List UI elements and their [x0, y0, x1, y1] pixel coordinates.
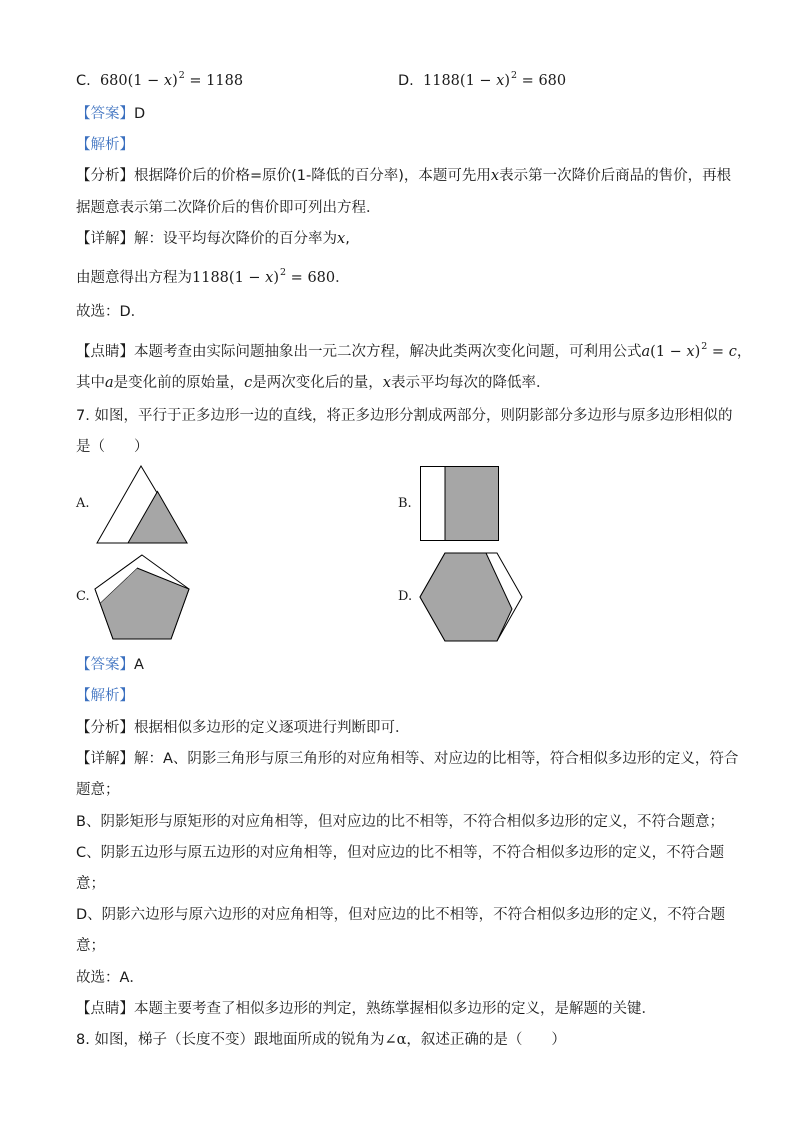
q6-answer: 【答案】D [76, 106, 146, 122]
figure-d-hexagon [418, 551, 524, 643]
q6-detail: 【详解】解：设平均每次降价的百分率为x, [76, 231, 350, 247]
q7-dianjing: 【点睛】本题主要考查了相似多边形的判定，熟练掌握相似多边形的定义，是解题的关键． [76, 1001, 656, 1017]
q7-detail-d-cont: 意； [76, 938, 105, 954]
q7-detail-d: D、阴影六边形与原六边形的对应角相等，但对应边的比不相等，不符合相似多边形的定义，不符合题 [76, 907, 726, 923]
q6-dianjing: 【点睛】本题考查由实际问题抽象出一元二次方程，解决此类两次变化问题，可利用公式$a(1 - x)^2 = c$， [76, 341, 752, 360]
option-d: D. $1188(1 - x)^2 = 680$ [398, 70, 567, 89]
answer-tag: 【答案】 [76, 657, 134, 673]
fig-label-b: B. [398, 496, 412, 511]
q7-detail-c: C、阴影五边形与原五边形的对应角相等，但对应边的比不相等，不符合相似多边形的定义，不符合题 [76, 845, 725, 861]
q7-choose: 故选：A． [76, 970, 144, 986]
figure-c-pentagon [92, 553, 192, 641]
answer-tag: 【答案】 [76, 106, 134, 122]
q7-answer: 【答案】A [76, 657, 144, 673]
fig-label-a: A. [76, 496, 90, 511]
figure-a-triangle [94, 464, 190, 546]
fig-label-c: C. [76, 589, 90, 604]
q7-detail-a-cont: 题意； [76, 782, 120, 798]
option-c: C. $680(1 - x)^2 = 1188$ [76, 70, 244, 89]
q7-fenxi: 【分析】根据相似多边形的定义逐项进行判断即可． [76, 720, 410, 736]
fig-label-d: D. [398, 589, 413, 604]
q6-fenxi: 【分析】根据降价后的价格=原价(1-降低的百分率)，本题可先用x表示第一次降价后商品的售价，再根 [76, 168, 732, 184]
q7-analysis-tag: 【解析】 [76, 688, 134, 704]
q7-detail-c-cont: 意； [76, 876, 105, 892]
q8-stem: 8. 如图，梯子（长度不变）跟地面所成的锐角为∠α，叙述正确的是（ ） [76, 1032, 566, 1048]
q7-detail-a: 【详解】解：A、阴影三角形与原三角形的对应角相等、对应边的比相等，符合相似多边形的定义，符合 [76, 751, 739, 767]
q6-equation: 由题意得出方程为$1188(1 - x)^2 = 680$． [76, 267, 350, 286]
q7-stem: 7. 如图，平行于正多边形一边的直线，将正多边形分割成两部分，则阴影部分多边形与原多边形相似的 [76, 408, 733, 424]
q6-choose: 故选：D． [76, 304, 146, 320]
q6-analysis-tag: 【解析】 [76, 137, 134, 153]
q6-dianjing-cont: 其中a是变化前的原始量，c是两次变化后的量，x表示平均每次的降低率． [76, 375, 551, 391]
figure-b-rectangle [419, 465, 501, 543]
option-c-formula: $680(1 - x)^2 = 1188$ [99, 70, 244, 89]
q6-fenxi-cont: 据题意表示第二次降价后的售价即可列出方程． [76, 200, 381, 216]
q7-stem-cont: 是（ ） [76, 439, 149, 455]
option-d-formula: $1188(1 - x)^2 = 680$ [423, 70, 567, 89]
q7-detail-b: B、阴影矩形与原矩形的对应角相等，但对应边的比不相等，不符合相似多边形的定义，不符合题意； [76, 814, 724, 830]
